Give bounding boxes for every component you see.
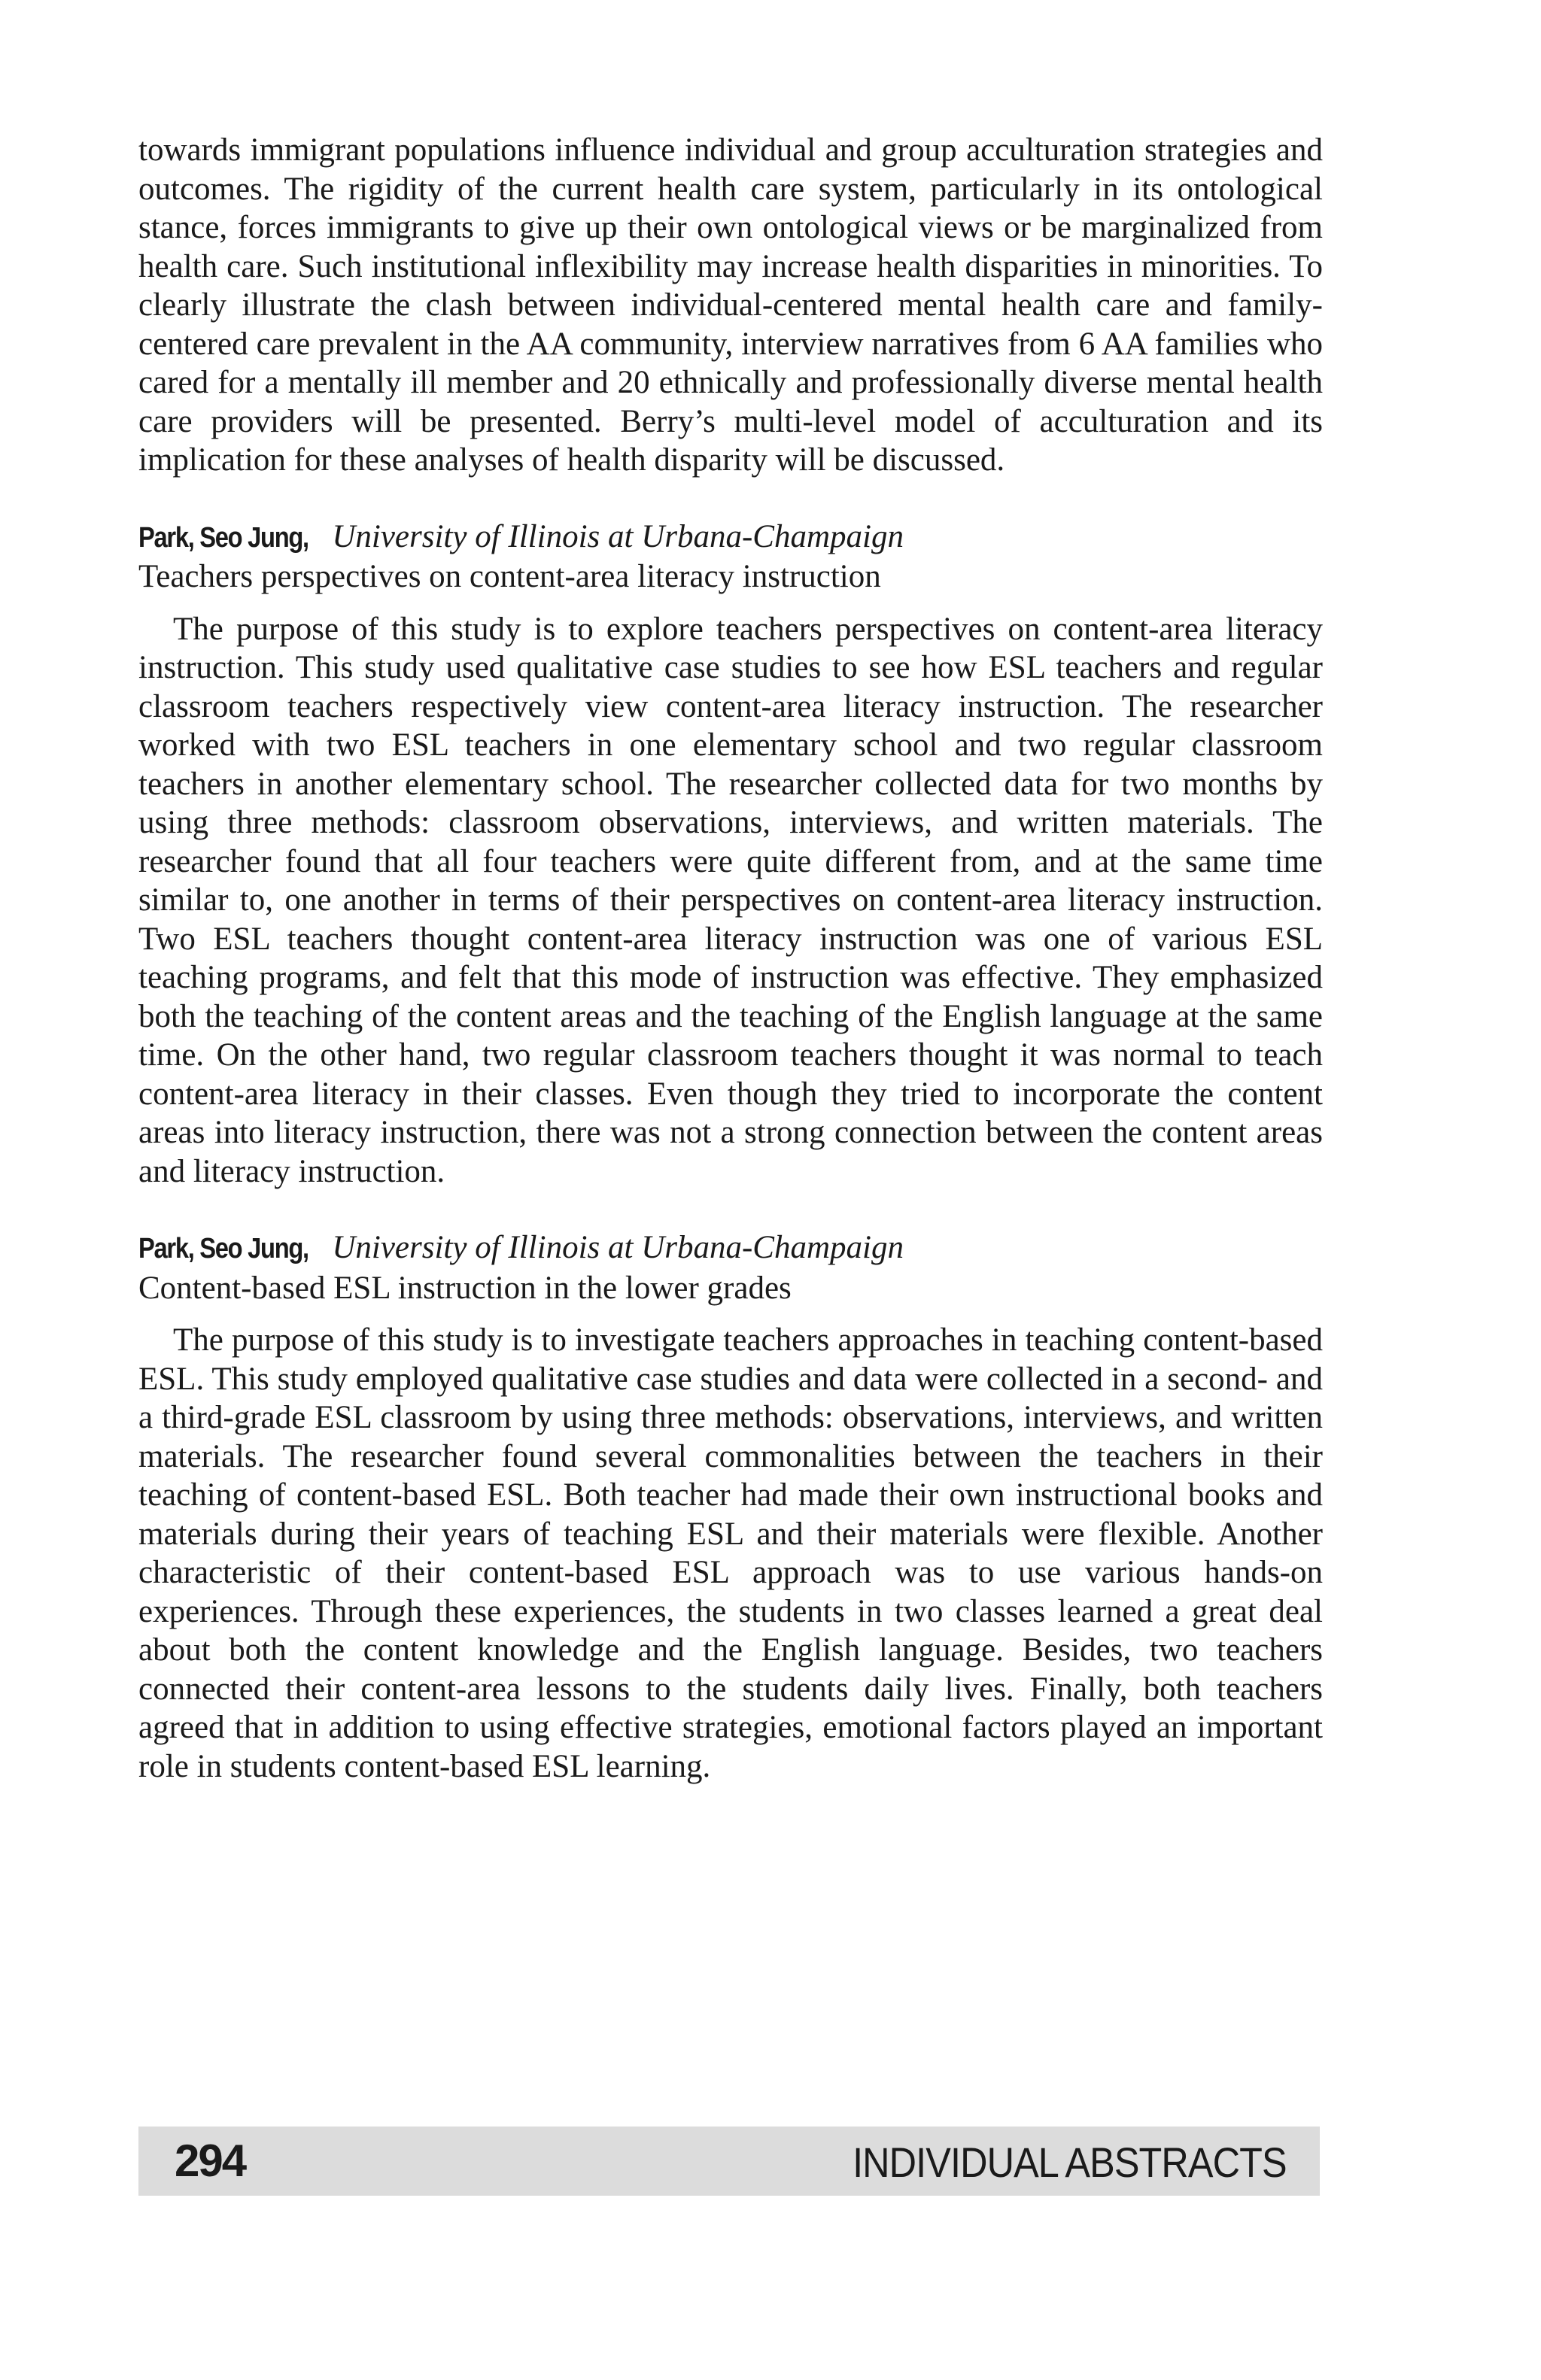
affiliation: University of Illinois at Urbana-Champaign: [332, 518, 904, 554]
abstract-header: [138, 1228, 1323, 1269]
abstract-entry-2: [138, 1228, 1323, 1786]
abstract-title: Teachers perspectives on content-area literacy instruction: [138, 559, 881, 594]
abstract-header: [138, 518, 1323, 558]
abstract-body: The purpose of this study is to investigate teachers approaches in teaching content-based ESL. This study employed qualitative case studies and data were collected in a second- and a third-grade ESL classroom by using three methods: observations, interviews, and written materials. The researcher found several commonalities between the teachers in their teaching of content-based ESL. Both teacher had made their own instructional books and materials during their years of teaching ESL and their materials were flexible. Another characteristic of their content-based ESL approach was to use various hands-on experiences. Through these experiences, the students in two classes learned a great deal about both the content knowledge and the English language. Besides, two teachers connected their content-area lessons to the students daily lives. Finally, both teachers agreed that in addition to using effective strategies, emotional factors played an important role in students content-based ESL learning.: [138, 1322, 1323, 1784]
section-name: INDIVIDUAL ABSTRACTS: [853, 2139, 1287, 2186]
author-name: Park, Seo Jung,: [138, 1233, 309, 1264]
page-number: 294: [175, 2136, 246, 2186]
affiliation: University of Illinois at Urbana-Champaign: [332, 1230, 904, 1265]
page-content: [138, 131, 1323, 1786]
page-footer: [138, 2127, 1320, 2196]
author-name: Park, Seo Jung,: [138, 521, 309, 554]
abstract-body: The purpose of this study is to explore teachers perspectives on content-area literacy instruction. This study used qualitative case studies to see how ESL teachers and regular classroom teachers respectively view content-area literacy instruction. The researcher worked with two ESL teachers in one elementary school and two regular classroom teachers in another elementary school. The researcher collected data for two months by using three methods: classroom observations, interviews, and written materials. The researcher found that all four teachers were quite different from, and at the same time similar to, one another in terms of their perspectives on content-area literacy instruction. Two ESL teachers thought content-area literacy instruction was one of various ESL teaching programs, and felt that this mode of instruction was effective. They emphasized both the teaching of the content areas and the teaching of the English language at the same time. On the other hand, two regular classroom teachers thought it was normal to teach content-area literacy in their classes. Even though they tried to incorporate the content areas into literacy instruction, there was not a strong connection between the content areas and literacy instruction.: [138, 611, 1323, 1189]
abstract-entry-1: [138, 518, 1323, 1192]
abstract-title: Content-based ESL instruction in the lower grades: [138, 1270, 792, 1306]
continuation-paragraph: towards immigrant populations influence individual and group acculturation strategies and outcomes. The rigidity of the current health care system, particularly in its ontological stance, forces immigrants to give up their own ontological views or be marginalized from health care. Such institutional inflexibility may increase health disparities in minorities. To clearly illustrate the clash between individual-centered mental health care and family-centered care prevalent in the AA community, interview narratives from 6 AA families who cared for a mentally ill member and 20 ethnically and professionally diverse mental health care providers will be presented. Berry’s multi-level model of acculturation and its implication for these analyses of health disparity will be discussed.: [138, 132, 1323, 478]
